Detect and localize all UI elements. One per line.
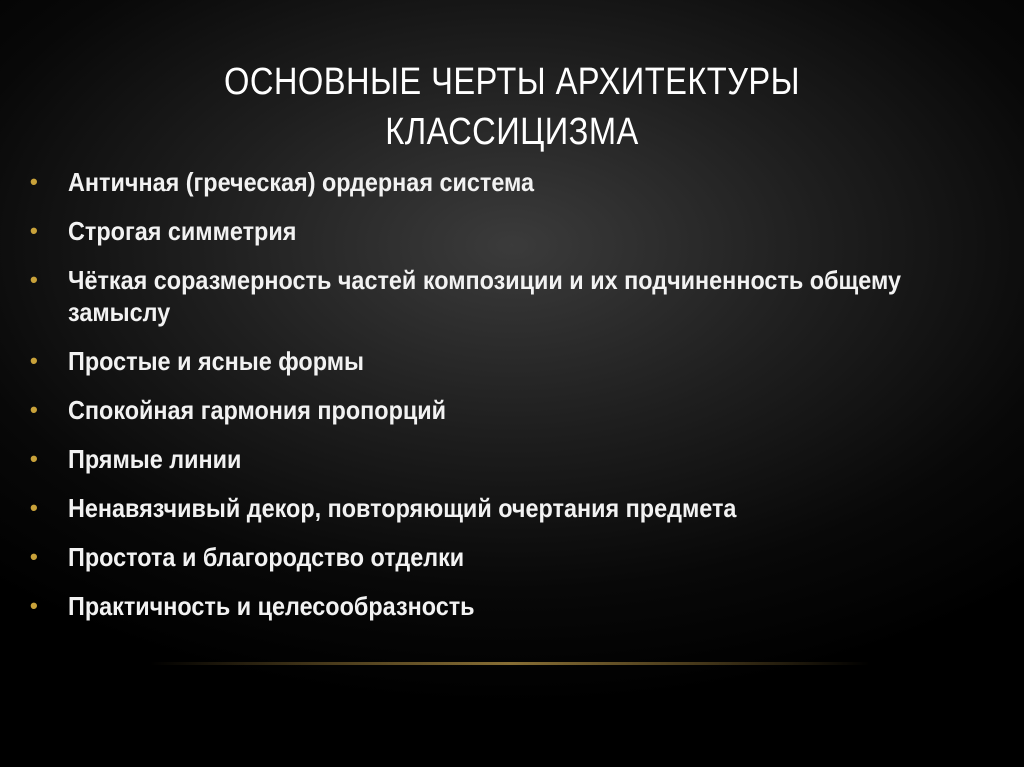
bullet-marker-icon: • (30, 446, 38, 471)
bullet-text: Простота и благородство отделки (68, 542, 465, 572)
bullet-text: Чёткая соразмерность частей композиции и их подчиненность общему замыслу (68, 265, 902, 327)
bullet-item-9 (28, 590, 1008, 622)
bullet-text: Античная (греческая) ордерная система (68, 167, 535, 197)
bullet-list (28, 166, 1008, 639)
slide-title (123, 57, 900, 157)
bullet-marker-icon: • (30, 495, 38, 520)
bullet-text: Практичность и целесообразность (68, 591, 475, 621)
bullet-item-2 (28, 215, 1008, 247)
bullet-marker-icon: • (30, 348, 38, 373)
bullet-item-1 (28, 166, 1008, 198)
bullet-item-5 (28, 394, 1008, 426)
bullet-item-7 (28, 492, 1008, 524)
bullet-marker-icon: • (30, 169, 38, 194)
bullet-marker-icon: • (30, 218, 38, 243)
bullet-item-3 (28, 264, 1008, 328)
bullet-marker-icon: • (30, 593, 38, 618)
bullet-text: Ненавязчивый декор, повторяющий очертания предмета (68, 493, 737, 523)
bullet-text: Спокойная гармония пропорций (68, 395, 447, 425)
bullet-text: Простые и ясные формы (68, 346, 365, 376)
bullet-item-8 (28, 541, 1008, 573)
bullet-marker-icon: • (30, 544, 38, 569)
bullet-item-6 (28, 443, 1008, 475)
slide-title-line-2: КЛАССИЦИЗМА (385, 111, 639, 154)
bullet-marker-icon: • (30, 397, 38, 422)
bullet-item-4 (28, 345, 1008, 377)
bullet-marker-icon: • (30, 267, 38, 292)
bullet-text: Прямые линии (68, 444, 242, 474)
decorative-divider (150, 662, 870, 665)
bullet-text: Строгая симметрия (68, 216, 297, 246)
slide-title-line-1: ОСНОВНЫЕ ЧЕРТЫ АРХИТЕКТУРЫ (224, 61, 800, 104)
